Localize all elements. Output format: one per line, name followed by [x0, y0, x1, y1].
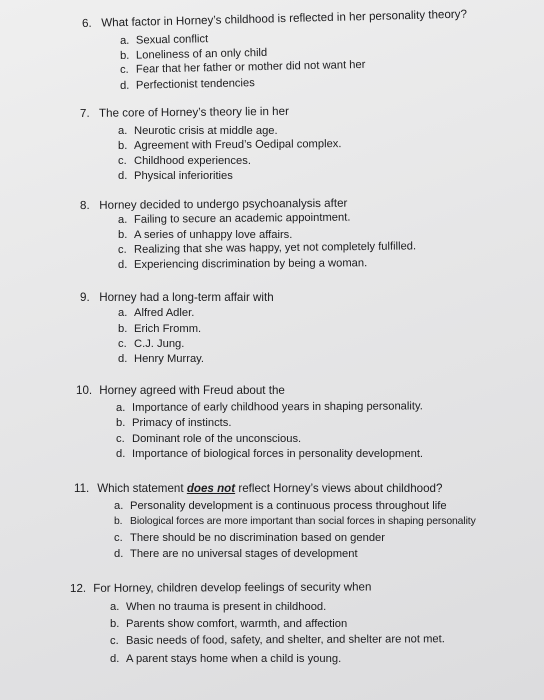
option-d: d. A parent stays home when a child is young. — [110, 653, 342, 665]
option-b: b. Primacy of instincts. — [116, 417, 232, 429]
question-number: 8. — [79, 198, 90, 212]
question-number: 7. — [79, 106, 90, 120]
option-a: a. Alfred Adler. — [118, 307, 195, 319]
question-text: Horney decided to undergo psychoanalysis after — [99, 196, 348, 212]
question-stem — [74, 482, 442, 495]
option-d: d. Experiencing discrimination by being a woman. — [117, 257, 368, 271]
option-b: b. Erich Fromm. — [118, 323, 202, 335]
option-a: a. Failing to secure an academic appointment. — [117, 211, 351, 226]
option-c: c. Fear that her father or mother did not want her — [119, 58, 366, 76]
question-text-start: Which statement — [97, 482, 184, 495]
question-text: What factor in Horney’s childhood is reflected in her personality theory? — [101, 7, 468, 30]
question-number: 11. — [74, 482, 90, 495]
option-c: c. There should be no discrimination based on gender — [114, 532, 385, 544]
option-b: b. A series of unhappy love affairs. — [118, 229, 293, 241]
option-d: d. There are no universal stages of development — [114, 548, 358, 560]
question-text: The core of Horney’s theory lie in her — [98, 104, 289, 120]
question-stem — [82, 8, 467, 30]
question-emphasis: does not — [186, 482, 236, 495]
question-text: Horney agreed with Freud about the — [99, 384, 285, 397]
option-d: d. Physical inferiorities — [118, 170, 233, 182]
option-b: b. Agreement with Freud’s Oedipal complex. — [117, 138, 342, 152]
option-a: a. Personality development is a continuous process throughout life — [114, 500, 447, 512]
option-c: c. Childhood experiences. — [118, 155, 251, 167]
question-stem — [80, 197, 347, 212]
option-c: c. Dominant role of the unconscious. — [116, 433, 302, 445]
question-stem — [80, 291, 274, 304]
option-d: d. Henry Murray. — [118, 353, 205, 365]
question-stem — [70, 580, 371, 595]
option-b: b. Loneliness of an only child — [119, 46, 268, 62]
option-b: b. Parents show comfort, warmth, and affection — [110, 618, 348, 630]
option-a: a. Importance of early childhood years in shaping personality. — [115, 400, 423, 414]
question-stem — [76, 384, 285, 397]
option-d: d. Perfectionist tendencies — [119, 77, 255, 92]
option-c: c. Basic needs of food, safety, and shelter, and shelter are not met. — [109, 633, 445, 647]
question-number: 10. — [76, 384, 93, 397]
option-a: a. Neurotic crisis at middle age. — [118, 125, 278, 137]
question-stem — [80, 105, 289, 120]
question-number: 9. — [80, 291, 90, 304]
question-number: 6. — [81, 16, 92, 30]
option-a: a. Sexual conflict — [119, 33, 209, 47]
option-c: c. C.J. Jung. — [118, 338, 185, 350]
option-b: b. Biological forces are more important than social forces in shaping personality — [114, 516, 476, 527]
question-text: Horney had a long-term affair with — [99, 291, 274, 304]
question-number: 12. — [69, 581, 87, 595]
option-c: c. Realizing that she was happy, yet not completely fulfilled. — [117, 240, 417, 256]
option-a: a. When no trauma is present in childhood. — [110, 601, 327, 613]
question-text: For Horney, children develop feelings of security when — [93, 580, 372, 595]
option-d: d. Importance of biological forces in personality development. — [116, 448, 424, 460]
question-text-end: reflect Horney’s views about childhood? — [238, 482, 443, 495]
